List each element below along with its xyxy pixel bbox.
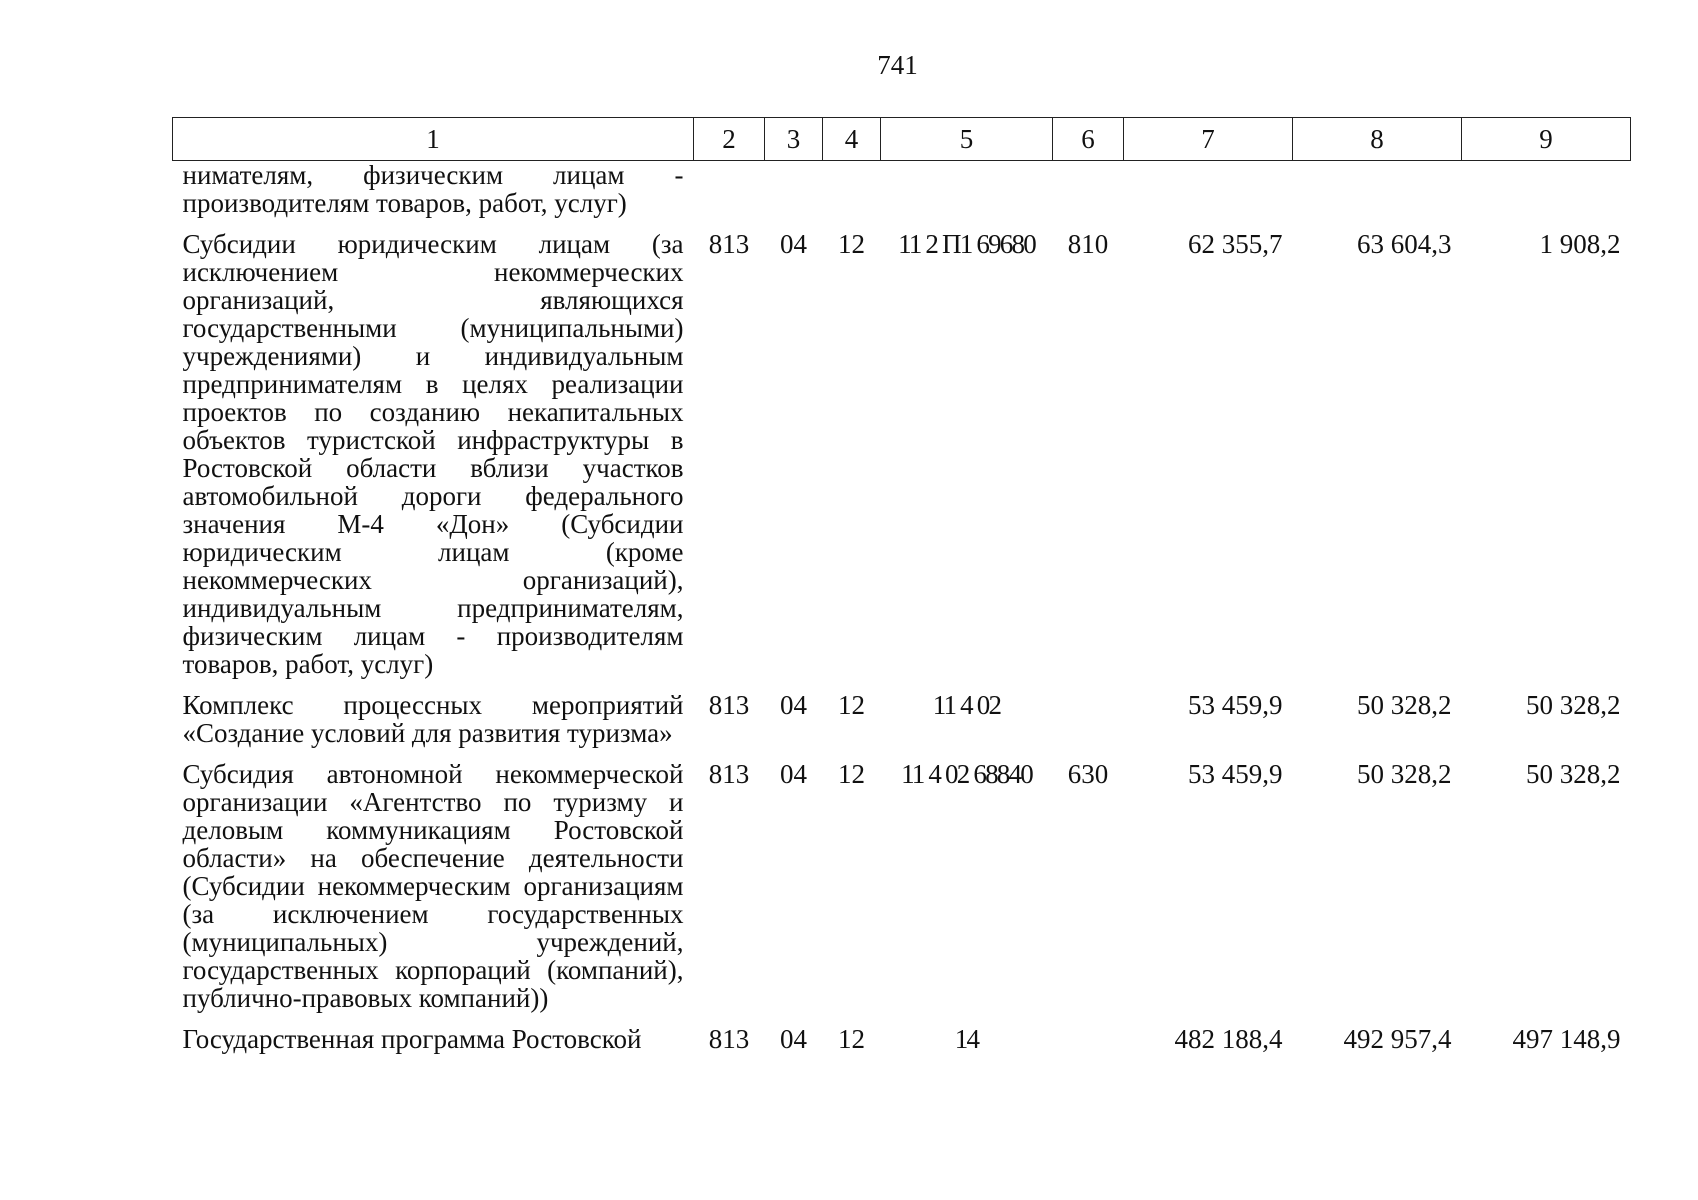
- row-amount-col7: 482 188,4: [1174, 1024, 1283, 1054]
- row-description: Субсидия автономной некоммерческой организации «Агентство по туризму и деловым коммуникациям Ростовской области» на обеспечение деятельности (Субсидии некоммерческим организациям (за исключением государственных (муниципальных) учреждений, государственных корпораций (компаний), публично-правовых компаний)): [182, 759, 684, 1013]
- header-cell: 6: [1053, 118, 1124, 161]
- row-pr: [823, 161, 881, 231]
- row-pr: 12: [838, 759, 865, 789]
- row-amount-col8: 63 604,3: [1357, 229, 1452, 259]
- header-cell: 1: [173, 118, 694, 161]
- header-cell: 7: [1124, 118, 1293, 161]
- row-csr: 14: [954, 1024, 979, 1054]
- row-description: Субсидии юридическим лицам (за исключением некоммерческих организаций, являющихся государственными (муниципальными) учреждениями) и индивидуальным предпринимателям в целях реализации проектов по созданию некапитальных объектов туристской инфраструктуры в Ростовской области вблизи участков автомобильной дороги федерального значения М-4 «Дон» (Субсидии юридическим лицам (кроме некоммерческих организаций), индивидуальным предпринимателям, физическим лицам - производителям товаров, работ, услуг): [182, 229, 684, 679]
- header-cell: 8: [1293, 118, 1462, 161]
- table-row: [173, 1025, 1631, 1066]
- budget-table: [172, 117, 1631, 1066]
- row-gr: 813: [708, 690, 750, 720]
- row-amount-col9: [1462, 161, 1631, 231]
- table-row: [173, 230, 1631, 691]
- row-amount-col9: 497 148,9: [1512, 1024, 1621, 1054]
- table-header-row: [173, 118, 1631, 161]
- row-amount-col9: 50 328,2: [1526, 690, 1621, 720]
- row-description: Комплекс процессных мероприятий «Создание условий для развития туризма»: [182, 690, 684, 748]
- row-description: Государственная программа Ростовской: [182, 1024, 642, 1054]
- row-rz: [765, 161, 823, 231]
- row-amount-col7: [1124, 161, 1293, 231]
- row-amount-col9: 50 328,2: [1526, 759, 1621, 789]
- row-gr: 813: [708, 1024, 750, 1054]
- row-vr: 810: [1067, 229, 1109, 259]
- row-vr: [1053, 1025, 1124, 1066]
- header-cell: 2: [694, 118, 765, 161]
- table-row: [173, 691, 1631, 760]
- header-cell: 9: [1462, 118, 1631, 161]
- row-pr: 12: [838, 229, 865, 259]
- row-amount-col9: 1 908,2: [1539, 229, 1621, 259]
- header-cell: 3: [765, 118, 823, 161]
- row-rz: 04: [780, 690, 807, 720]
- row-csr: 11 4 02 68840: [901, 759, 1032, 789]
- page-number: 741: [877, 50, 918, 80]
- row-amount-col7: 62 355,7: [1188, 229, 1283, 259]
- row-gr: 813: [708, 759, 750, 789]
- row-csr: 11 4 02: [932, 690, 1001, 720]
- row-gr: [694, 161, 765, 231]
- row-vr: [1053, 691, 1124, 760]
- header-cell: 4: [823, 118, 881, 161]
- row-csr: 11 2 П1 69680: [898, 229, 1035, 259]
- row-vr: [1053, 161, 1124, 231]
- row-amount-col8: 50 328,2: [1357, 690, 1452, 720]
- row-pr: 12: [838, 1024, 865, 1054]
- row-rz: 04: [780, 759, 807, 789]
- row-description: нимателям, физическим лицам - производителям товаров, работ, услуг): [182, 160, 684, 218]
- row-vr: 630: [1067, 759, 1109, 789]
- row-pr: 12: [838, 690, 865, 720]
- header-cell: 5: [881, 118, 1053, 161]
- table-row: [173, 760, 1631, 1025]
- row-amount-col7: 53 459,9: [1188, 759, 1283, 789]
- row-amount-col8: 50 328,2: [1357, 759, 1452, 789]
- row-gr: 813: [708, 229, 750, 259]
- table-row: [173, 161, 1631, 231]
- row-amount-col8: 492 957,4: [1343, 1024, 1452, 1054]
- row-amount-col8: [1293, 161, 1462, 231]
- row-amount-col7: 53 459,9: [1188, 690, 1283, 720]
- row-rz: 04: [780, 1024, 807, 1054]
- row-csr: [881, 161, 1053, 231]
- row-rz: 04: [780, 229, 807, 259]
